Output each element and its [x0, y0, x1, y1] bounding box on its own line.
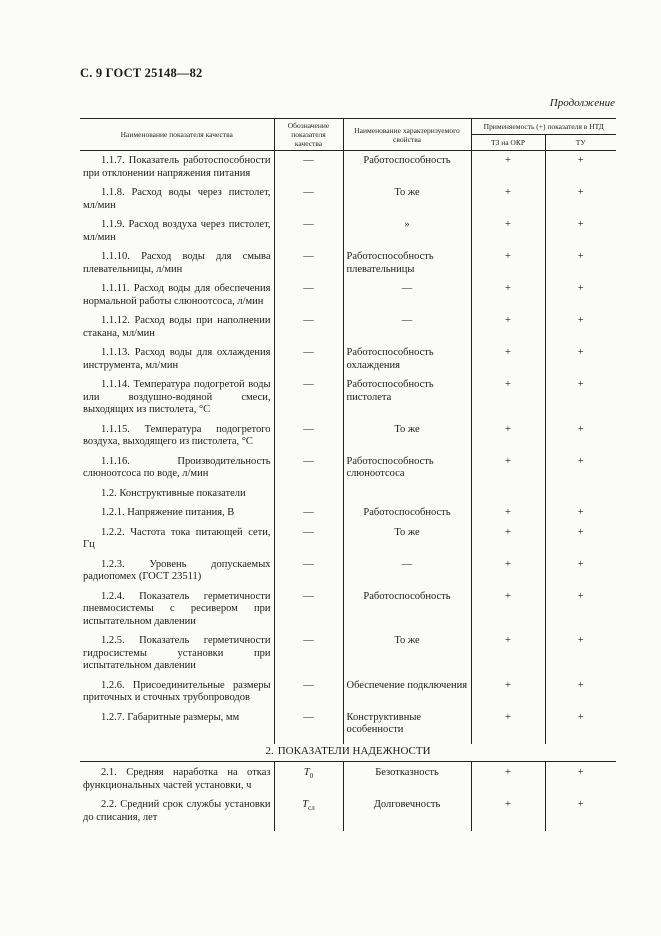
property-cell: То же — [343, 187, 471, 219]
tu-cell: + — [545, 591, 616, 636]
symbol-subscript: 0 — [309, 772, 314, 781]
continuation-label: Продолжение — [549, 97, 615, 109]
item-number: 1.2.2. — [101, 526, 125, 538]
tu-cell: + — [545, 680, 616, 712]
section-title: ПОКАЗАТЕЛИ НАДЕЖНОСТИ — [277, 744, 431, 757]
designation-cell: — — [274, 379, 343, 424]
item-number: 1.2.4. — [101, 590, 125, 602]
item-number: 1.1.13. — [101, 347, 130, 358]
item-number: 1.2.1. — [101, 507, 125, 518]
designation-cell — [274, 799, 343, 831]
item-number: 1.1.10. — [101, 251, 130, 262]
tu-cell: + — [545, 456, 616, 488]
table-row — [80, 251, 616, 283]
property-cell: Работоспособность — [343, 151, 471, 188]
indicator-name-cell — [80, 283, 274, 315]
indicator-name: Производительность слюноотсоса по воде, л/мин — [83, 455, 271, 479]
tu-cell: + — [545, 527, 616, 559]
tz-okr-cell — [471, 488, 545, 508]
table-row — [80, 680, 616, 712]
header-property-name: Наименование характеризуемого свойства — [343, 119, 471, 151]
item-number: 1.1.7. — [101, 155, 125, 166]
tz-okr-cell: + — [471, 559, 545, 591]
tu-cell: + — [545, 151, 616, 188]
tz-okr-cell: + — [471, 424, 545, 456]
tz-okr-cell: + — [471, 762, 545, 800]
section-header-row — [80, 744, 616, 762]
table-row — [80, 799, 616, 831]
indicator-name-cell — [80, 762, 274, 800]
table-row — [80, 527, 616, 559]
table-row — [80, 424, 616, 456]
item-number: 1.1.16. — [101, 455, 130, 467]
tu-cell: + — [545, 283, 616, 315]
item-number: 1.1.11. — [101, 283, 130, 294]
designation-cell: — — [274, 251, 343, 283]
indicator-name: Расход воздуха через пистолет, мл/мин — [83, 219, 271, 243]
tz-okr-cell: + — [471, 635, 545, 680]
tz-okr-cell: + — [471, 456, 545, 488]
indicator-name-cell — [80, 424, 274, 456]
item-number: 1.1.15. — [101, 423, 130, 435]
indicator-name-cell — [80, 507, 274, 527]
tu-cell: + — [545, 799, 616, 831]
indicator-name: Расход воды через пистолет, мл/мин — [83, 187, 271, 211]
indicator-name-cell — [80, 456, 274, 488]
indicator-name-cell — [80, 347, 274, 379]
tz-okr-cell: + — [471, 347, 545, 379]
table-row — [80, 456, 616, 488]
indicator-name: Температура подогретой воды или воздушно-водяной смеси, выходящих из пистолета, °С — [83, 379, 271, 415]
property-cell: То же — [343, 635, 471, 680]
table-row — [80, 151, 616, 188]
indicator-name-cell — [80, 251, 274, 283]
header-designation: Обозначение показателя качества — [274, 119, 343, 151]
header-tz-okr: ТЗ на ОКР — [471, 135, 545, 151]
property-cell: Работоспособность слюноотсоса — [343, 456, 471, 488]
property-cell: То же — [343, 424, 471, 456]
table-row — [80, 187, 616, 219]
table-row — [80, 762, 616, 800]
tz-okr-cell: + — [471, 379, 545, 424]
indicator-name: Расход воды при наполнении стакана, мл/мин — [83, 315, 271, 339]
tz-okr-cell: + — [471, 591, 545, 636]
symbol-subscript: сл — [308, 804, 315, 813]
item-number: 1.1.9. — [101, 219, 125, 230]
indicator-name: Частота тока питающей сети, Гц — [83, 526, 271, 550]
tz-okr-cell: + — [471, 507, 545, 527]
designation-cell — [274, 762, 343, 800]
indicator-name: Средний срок службы установки до списания, лет — [83, 799, 271, 823]
table-row — [80, 635, 616, 680]
tu-cell: + — [545, 762, 616, 800]
tz-okr-cell: + — [471, 187, 545, 219]
indicator-name: Средняя наработка на отказ функциональных частей установки, ч — [83, 767, 271, 791]
property-cell: Конструктивные особенности — [343, 712, 471, 744]
tu-cell: + — [545, 315, 616, 347]
symbol-letter: T — [302, 799, 309, 810]
tz-okr-cell: + — [471, 283, 545, 315]
quality-indicators-table — [80, 118, 616, 831]
tz-okr-cell: + — [471, 799, 545, 831]
designation-cell: — — [274, 219, 343, 251]
tz-okr-cell: + — [471, 680, 545, 712]
table-row — [80, 559, 616, 591]
designation-cell: — — [274, 151, 343, 188]
designation-cell: — — [274, 559, 343, 591]
indicator-name-cell — [80, 187, 274, 219]
indicator-name-cell — [80, 527, 274, 559]
tu-cell: + — [545, 347, 616, 379]
table-row — [80, 283, 616, 315]
property-cell: — — [343, 559, 471, 591]
table-row — [80, 712, 616, 744]
table-row — [80, 507, 616, 527]
tu-cell: + — [545, 379, 616, 424]
designation-cell: — — [274, 507, 343, 527]
tu-cell: + — [545, 219, 616, 251]
item-number: 1.2.5. — [101, 635, 125, 646]
designation-cell — [274, 488, 343, 508]
item-number: 1.2.7. — [101, 711, 125, 723]
indicator-name-cell — [80, 379, 274, 424]
property-cell: Обеспечение подключения — [343, 680, 471, 712]
indicator-name: Расход воды для обеспечения нормальной работы слюноотсоса, л/мин — [83, 283, 271, 307]
tz-okr-cell: + — [471, 251, 545, 283]
tu-cell — [545, 488, 616, 508]
symbol — [303, 767, 314, 781]
designation-cell: — — [274, 712, 343, 744]
tu-cell: + — [545, 507, 616, 527]
indicator-name: Показатель работоспособности при отклонении напряжения питания — [83, 155, 271, 179]
item-number: 1.2.6. — [101, 679, 125, 691]
tz-okr-cell: + — [471, 315, 545, 347]
indicator-name: Показатель герметичности гидросистемы установки при испытательном давлении — [83, 635, 271, 671]
property-cell: » — [343, 219, 471, 251]
property-cell: Работоспособность — [343, 591, 471, 636]
designation-cell: — — [274, 680, 343, 712]
tu-cell: + — [545, 187, 616, 219]
header-indicator-name: Наименование показателя качества — [80, 119, 274, 151]
designation-cell: — — [274, 187, 343, 219]
symbol-letter: T — [303, 767, 310, 778]
item-number: 1.1.14. — [101, 379, 130, 390]
designation-cell: — — [274, 347, 343, 379]
designation-cell: — — [274, 591, 343, 636]
indicator-name-cell — [80, 591, 274, 636]
indicator-name-cell — [80, 799, 274, 831]
item-number: 1.1.12. — [101, 315, 130, 326]
indicator-name: Расход воды для охлаждения инструмента, мл/мин — [83, 347, 271, 371]
section-title-cell — [80, 744, 616, 762]
designation-cell: — — [274, 283, 343, 315]
designation-cell: — — [274, 635, 343, 680]
indicator-name-cell — [80, 151, 274, 188]
item-number: 2.1. — [101, 767, 117, 778]
indicator-name-cell — [80, 559, 274, 591]
indicator-name: Напряжение питания, В — [127, 507, 235, 518]
item-number: 2.2. — [101, 799, 117, 810]
tu-cell: + — [545, 251, 616, 283]
property-cell: — — [343, 283, 471, 315]
item-number: 1.1.8. — [101, 187, 125, 198]
table-row — [80, 347, 616, 379]
tz-okr-cell: + — [471, 219, 545, 251]
indicator-name-cell — [80, 680, 274, 712]
property-cell: Работоспособность пистолета — [343, 379, 471, 424]
indicator-name-cell — [80, 315, 274, 347]
table-row — [80, 488, 616, 508]
indicator-name-cell — [80, 635, 274, 680]
indicator-name-cell — [80, 488, 274, 508]
section-number: 2. — [265, 744, 274, 757]
tz-okr-cell: + — [471, 712, 545, 744]
table-row — [80, 315, 616, 347]
tz-okr-cell: + — [471, 151, 545, 188]
property-cell: Работоспособность охлаждения — [343, 347, 471, 379]
indicator-name: Габаритные размеры, мм — [127, 711, 240, 723]
indicator-name: Расход воды для смыва плевательницы, л/мин — [83, 251, 271, 275]
symbol — [302, 799, 315, 813]
property-cell: Долговечность — [343, 799, 471, 831]
designation-cell: — — [274, 456, 343, 488]
tu-cell: + — [545, 424, 616, 456]
tu-cell: + — [545, 559, 616, 591]
property-cell: — — [343, 315, 471, 347]
item-number: 1.2.3. — [101, 558, 125, 570]
indicator-name-cell — [80, 712, 274, 744]
tz-okr-cell: + — [471, 527, 545, 559]
property-cell: Безотказность — [343, 762, 471, 800]
property-cell: Работоспособность — [343, 507, 471, 527]
designation-cell: — — [274, 315, 343, 347]
indicator-name: Уровень допускаемых радиопомех (ГОСТ 23511) — [83, 558, 271, 582]
indicator-name: Конструктивные показатели — [119, 487, 246, 499]
indicator-name: Температура подогретого воздуха, выходящего из пистолета, °С — [83, 423, 271, 447]
indicator-name: Показатель герметичности пневмосистемы с ресивером при испытательном давлении — [83, 590, 271, 627]
designation-cell: — — [274, 527, 343, 559]
indicator-name: Присоединительные размеры приточных и сточных трубопроводов — [83, 679, 271, 703]
page-header: С. 9 ГОСТ 25148—82 — [80, 66, 203, 80]
indicator-name-cell — [80, 219, 274, 251]
table-row — [80, 219, 616, 251]
table-row — [80, 379, 616, 424]
header-tu: ТУ — [545, 135, 616, 151]
property-cell: Работоспособность плевательницы — [343, 251, 471, 283]
table-row — [80, 591, 616, 636]
tu-cell: + — [545, 635, 616, 680]
tu-cell: + — [545, 712, 616, 744]
designation-cell: — — [274, 424, 343, 456]
table-body — [80, 151, 616, 832]
property-cell: То же — [343, 527, 471, 559]
header-applicability: Применяемость (+) показателя в НТД — [471, 119, 616, 135]
property-cell — [343, 488, 471, 508]
item-number: 1.2. — [101, 487, 117, 499]
